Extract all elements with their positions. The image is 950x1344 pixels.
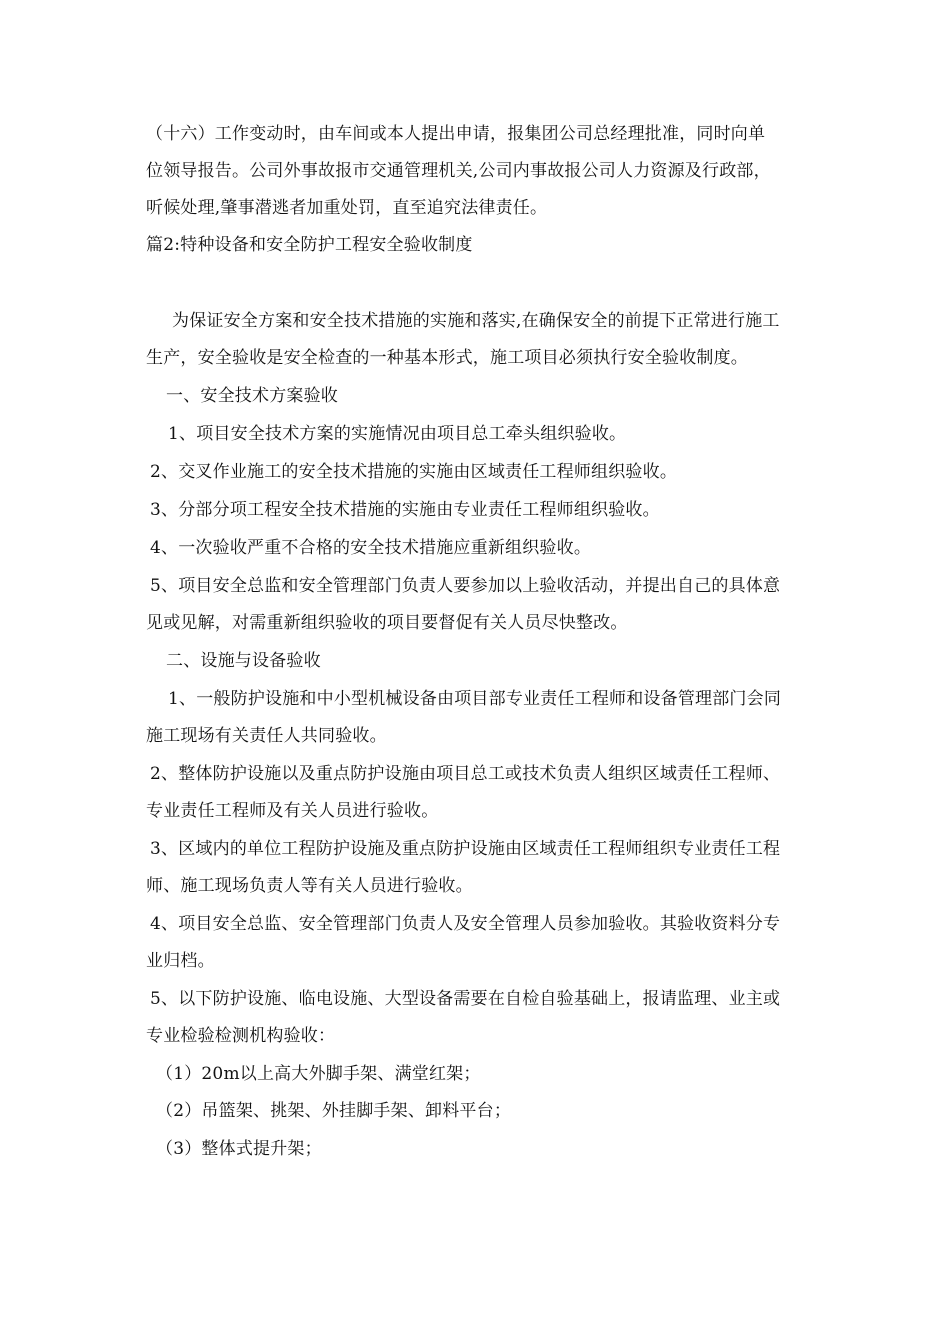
text-line: 生产，安全验收是安全检查的一种基本形式，施工项目必须执行安全验收制度。 bbox=[146, 348, 748, 368]
list-item: 5、项目安全总监和安全管理部门负责人要参加以上验收活动，并提出自己的具体意 bbox=[150, 576, 781, 596]
text-line: 位领导报告。公司外事故报市交通管理机关,公司内事故报公司人力资源及行政部， bbox=[146, 161, 771, 181]
subsection-heading: 二、设施与设备验收 bbox=[166, 651, 321, 671]
list-item: （2）吊篮架、挑架、外挂脚手架、卸料平台； bbox=[156, 1101, 512, 1121]
text-line: （十六）工作变动时，由车间或本人提出申请，报集团公司总经理批准，同时向单 bbox=[146, 124, 766, 144]
list-item: （1）20m以上高大外脚手架、满堂红架； bbox=[156, 1064, 481, 1084]
list-item: 5、以下防护设施、临电设施、大型设备需要在自检自验基础上，报请监理、业主或 bbox=[150, 989, 781, 1009]
list-item: 1、项目安全技术方案的实施情况由项目总工牵头组织验收。 bbox=[168, 424, 627, 444]
text-line: 专业责任工程师及有关人员进行验收。 bbox=[146, 801, 439, 821]
text-line: 听候处理,肇事潜逃者加重处罚，直至追究法律责任。 bbox=[146, 198, 548, 218]
section-heading: 篇2:特种设备和安全防护工程安全验收制度 bbox=[146, 235, 473, 255]
list-item: 1、一般防护设施和中小型机械设备由项目部专业责任工程师和设备管理部门会同 bbox=[168, 689, 782, 709]
list-item: 2、交叉作业施工的安全技术措施的实施由区域责任工程师组织验收。 bbox=[150, 462, 678, 482]
text-line: 为保证安全方案和安全技术措施的实施和落实,在确保安全的前提下正常进行施工 bbox=[172, 311, 780, 331]
text-line: 施工现场有关责任人共同验收。 bbox=[146, 726, 387, 746]
list-item: 4、项目安全总监、安全管理部门负责人及安全管理人员参加验收。其验收资料分专 bbox=[150, 914, 781, 934]
text-line: 见或见解，对需重新组织验收的项目要督促有关人员尽快整改。 bbox=[146, 613, 628, 633]
list-item: 3、区域内的单位工程防护设施及重点防护设施由区域责任工程师组织专业责任工程 bbox=[150, 839, 781, 859]
subsection-heading: 一、安全技术方案验收 bbox=[166, 386, 338, 406]
text-line: 师、施工现场负责人等有关人员进行验收。 bbox=[146, 876, 473, 896]
text-line: 业归档。 bbox=[146, 951, 215, 971]
list-item: 4、一次验收严重不合格的安全技术措施应重新组织验收。 bbox=[150, 538, 592, 558]
list-item: （3）整体式提升架； bbox=[156, 1139, 322, 1159]
list-item: 2、整体防护设施以及重点防护设施由项目总工或技术负责人组织区域责任工程师、 bbox=[150, 764, 781, 784]
text-line: 专业检验检测机构验收： bbox=[146, 1026, 336, 1046]
list-item: 3、分部分项工程安全技术措施的实施由专业责任工程师组织验收。 bbox=[150, 500, 660, 520]
